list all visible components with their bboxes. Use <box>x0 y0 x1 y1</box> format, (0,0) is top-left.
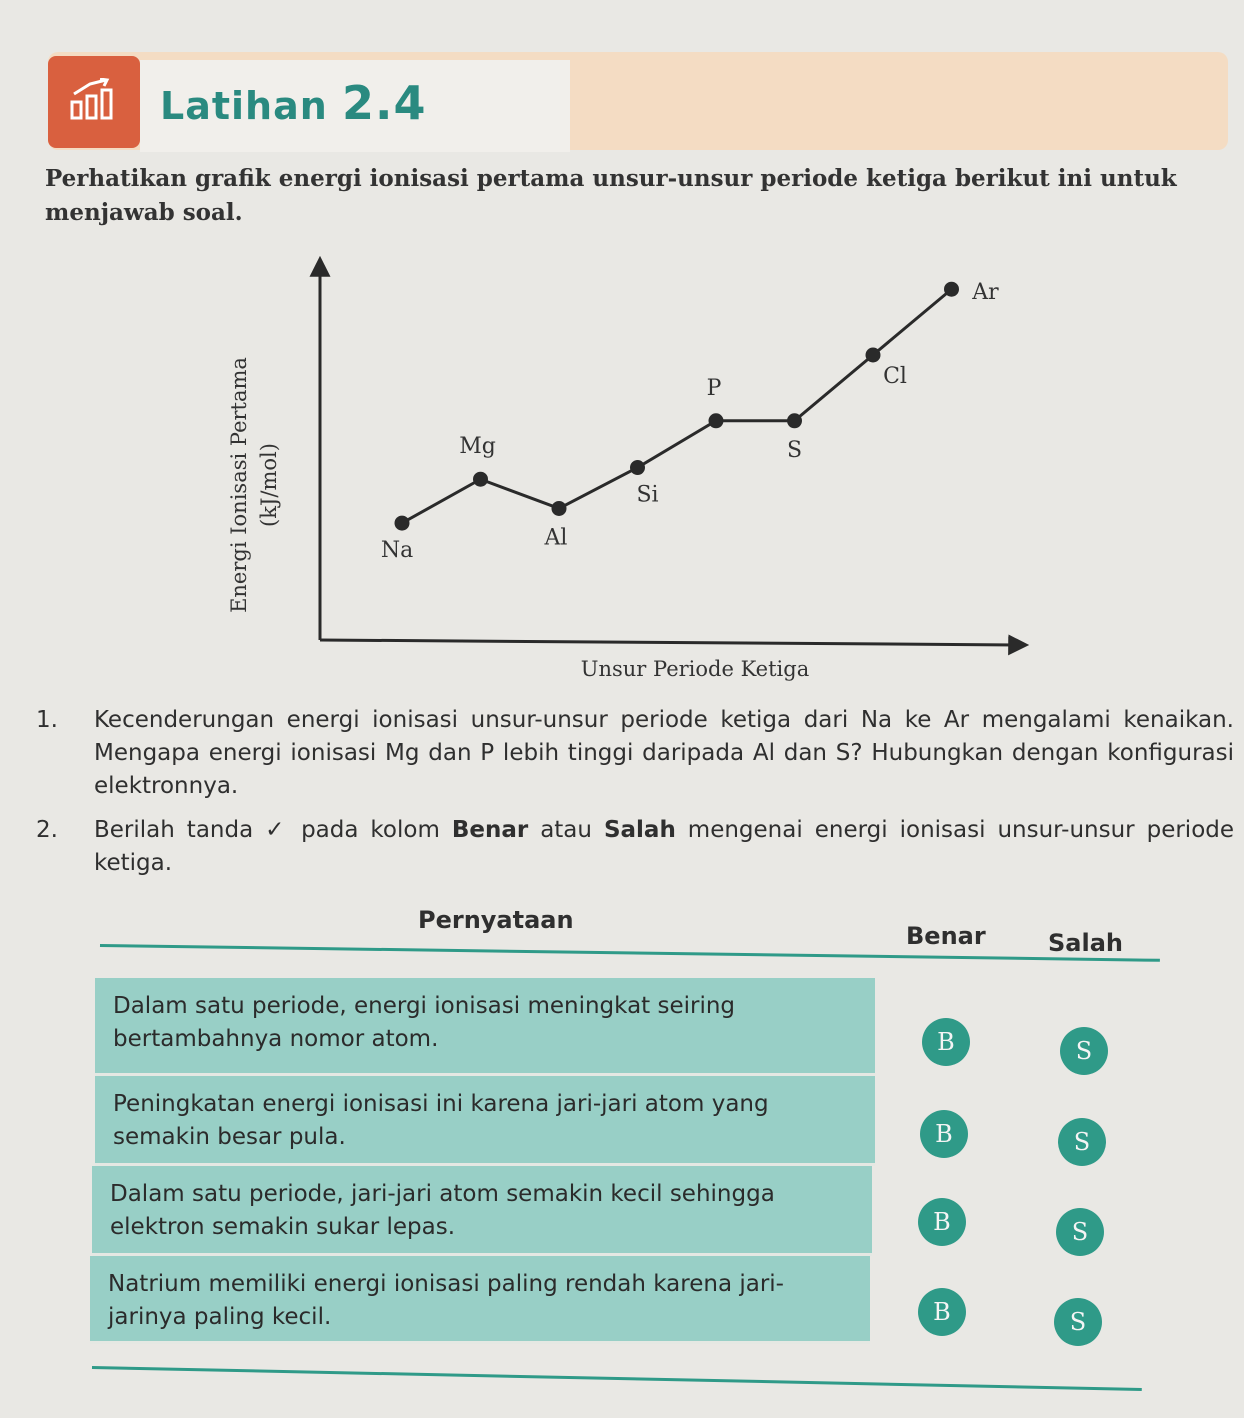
x-axis <box>320 640 1025 645</box>
data-point-si <box>630 460 645 475</box>
point-label-ar: Ar <box>972 280 999 306</box>
point-label-na: Na <box>380 538 414 564</box>
statement-row-4 <box>90 1256 870 1344</box>
y-axis-label-line2: (kJ/mol) <box>257 443 281 527</box>
question-text: Berilah tanda ✓ pada kolom Benar atau Salah mengenai energi ionisasi unsur-unsur periode ketiga. <box>94 817 1235 876</box>
true-choice-circle[interactable]: B <box>918 1288 966 1336</box>
chart-icon <box>68 78 120 126</box>
x-axis-label: Unsur Periode Ketiga <box>580 657 810 681</box>
y-axis-label-line1: Energi Ionisasi Pertama <box>227 357 251 613</box>
data-point-al <box>552 501 567 516</box>
false-choice-circle[interactable]: S <box>1058 1118 1106 1166</box>
true-choice-circle[interactable]: B <box>920 1110 968 1158</box>
table-bottom-rule <box>92 1366 1142 1391</box>
data-point-mg <box>473 472 488 487</box>
point-label-s: S <box>786 437 803 463</box>
statement-row-1 <box>95 978 875 1076</box>
data-point-s <box>787 413 802 428</box>
question-number: 2. <box>36 817 58 843</box>
point-label-cl: Cl <box>883 364 907 389</box>
false-choice-circle[interactable]: S <box>1054 1298 1102 1346</box>
table-header-rule <box>100 944 1160 962</box>
bold-benar: Benar <box>451 817 529 843</box>
bold-salah: Salah <box>603 817 676 843</box>
statement-row-2 <box>95 1076 875 1166</box>
statement-text: Dalam satu periode, energi ionisasi meningkat seiring bertambahnya nomor atom. <box>113 993 736 1052</box>
exercise-number: 2.4 <box>342 76 427 130</box>
column-header-true: Benar <box>906 922 986 950</box>
point-label-mg: Mg <box>459 434 496 460</box>
point-label-si: Si <box>636 482 659 508</box>
ionization-energy-chart <box>220 240 1050 690</box>
question-number: 1. <box>36 707 58 733</box>
true-choice-circle[interactable]: B <box>922 1018 970 1066</box>
data-point-ar <box>944 282 959 297</box>
statement-text: Dalam satu periode, jari-jari atom semakin kecil sehingga elektron semakin sukar lepas. <box>110 1181 775 1240</box>
intro-text: Perhatikan grafik energi ionisasi pertama unsur-unsur periode ketiga berikut ini untuk menjawab soal. <box>45 165 1177 226</box>
question-2 <box>36 814 1236 884</box>
exercise-title-word: Latihan <box>160 84 328 128</box>
data-point-na <box>395 516 410 531</box>
statement-text: Natrium memiliki energi ionisasi paling rendah karena jari-jarinya paling kecil. <box>108 1271 784 1330</box>
column-header-statement: Pernyataan <box>418 906 574 934</box>
column-header-false: Salah <box>1048 929 1123 957</box>
header-icon-box <box>48 56 140 148</box>
false-choice-circle[interactable]: S <box>1056 1208 1104 1256</box>
true-choice-circle[interactable]: B <box>918 1198 966 1246</box>
data-point-p <box>709 413 724 428</box>
series-line <box>402 289 952 523</box>
data-point-cl <box>866 348 881 363</box>
point-label-p: P <box>706 375 722 401</box>
exercise-title <box>160 76 427 130</box>
statement-row-3 <box>92 1166 872 1256</box>
statement-text: Peningkatan energi ionisasi ini karena jari-jari atom yang semakin besar pula. <box>113 1091 769 1150</box>
question-1 <box>36 704 1236 804</box>
question-text: Kecenderungan energi ionisasi unsur-unsur periode ketiga dari Na ke Ar mengalami kenaikan. Mengapa energi ionisasi Mg dan P lebih tinggi daripada Al dan S? Hubungkan dengan konfigurasi elektronnya. <box>94 707 1234 799</box>
point-label-al: Al <box>544 525 568 551</box>
false-choice-circle[interactable]: S <box>1060 1027 1108 1075</box>
